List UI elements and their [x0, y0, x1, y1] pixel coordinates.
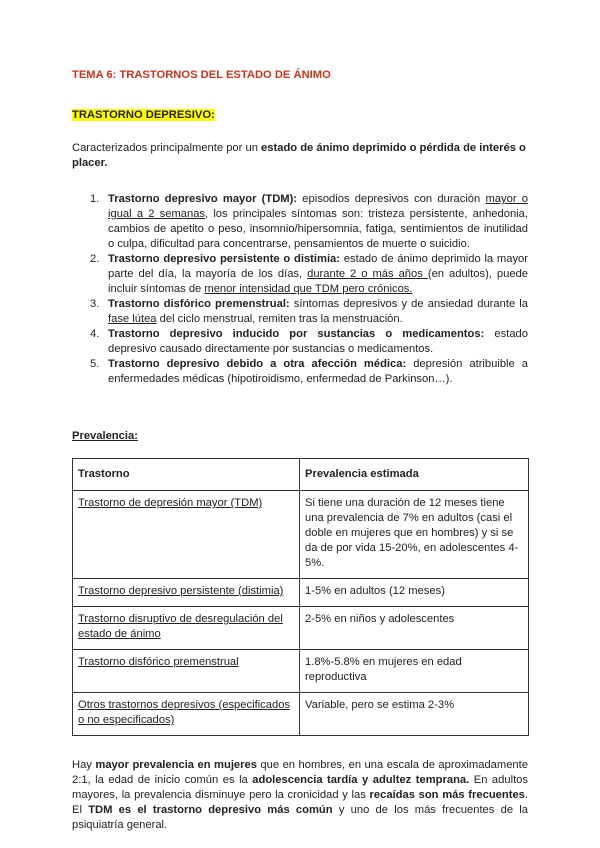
disorder-cell-text: Trastorno depresivo persistente (distimia) [78, 585, 284, 597]
table-cell: 1-5% en adultos (12 meses) [300, 579, 529, 607]
closing-bold-text: adolescencia tardía y adultez temprana. [252, 774, 470, 786]
item-text: del ciclo menstrual, remiten tras la menstruación. [156, 313, 403, 325]
underlined-text: durante 2 o más años [307, 268, 428, 280]
disorder-cell-text: Otros trastornos depresivos (especificados o no especificados) [78, 699, 291, 726]
disorder-cell-text: Trastorno disfórico premenstrual [78, 656, 239, 668]
item-text: depresión atribuible a enfermedades médicas (hipotiroidismo, enfermedad de Parkinson…). [108, 358, 528, 385]
list-item-tdm [90, 192, 528, 252]
intro-bold-text: estado de ánimo deprimido o pérdida de interés o placer. [72, 142, 526, 169]
disorder-name: Trastorno depresivo persistente o distimia: [108, 253, 341, 265]
closing-text: En adultos mayores, la prevalencia disminuye pero la cronicidad y las [72, 774, 528, 801]
list-number: 3. [90, 298, 100, 310]
table-row [73, 650, 529, 693]
table-row [73, 693, 529, 736]
closing-text: y uno de los más frecuentes de la psiquiatría general. [72, 804, 528, 831]
item-text: , los principales síntomas son: tristeza persistente, anhedonia, cambios de apetito o peso, insomnio/hipersomnia, fatiga, sentimientos de inutilidad o culpa, dificultad para concentrarse, pensamientos de muerte o suicidio. [108, 208, 528, 250]
underlined-text: menor intensidad que TDM pero crónicos. [204, 283, 413, 295]
column-header: Trastorno [73, 459, 300, 491]
closing-bold-text: recaídas son más frecuentes [369, 789, 525, 801]
table-cell: Variable, pero se estima 2-3% [300, 693, 529, 736]
page-title: TEMA 6: TRASTORNOS DEL ESTADO DE ÁNIMO [72, 69, 331, 81]
disorder-cell-text: Trastorno de depresión mayor (TDM) [78, 497, 263, 509]
list-number: 2. [90, 253, 100, 265]
column-header: Prevalencia estimada [300, 459, 529, 491]
list-item-disforico [90, 297, 528, 327]
table-cell: Si tiene una duración de 12 meses tiene una prevalencia de 7% en adultos (casi el doble en mujeres que en hombres) y si se da de por vida 15-20%, en adolescentes 4-5%. [300, 491, 529, 579]
closing-paragraph [72, 758, 528, 833]
underlined-text: fase lútea [108, 313, 157, 325]
table-cell [73, 650, 300, 693]
list-number: 1. [90, 193, 100, 205]
list-number: 5. [90, 358, 100, 370]
table-cell: 2-5% en niños y adolescentes [300, 607, 529, 650]
disorder-name: Trastorno disfórico premenstrual: [108, 298, 290, 310]
prevalence-title: Prevalencia: [72, 430, 138, 442]
prevalence-table [72, 458, 529, 736]
table-row [73, 491, 529, 579]
table-row [73, 607, 529, 650]
table-cell [73, 607, 300, 650]
list-item-afeccion-medica [90, 357, 528, 387]
closing-text: . El [72, 789, 528, 816]
table-cell [73, 693, 300, 736]
item-text: síntomas depresivos y de ansiedad durante la [289, 298, 528, 310]
item-text: estado depresivo causado directamente por sustancias o medicamentos. [108, 328, 528, 355]
document-page [72, 68, 528, 833]
list-item-distimia [90, 252, 529, 297]
disorder-name: Trastorno depresivo debido a otra afección médica: [108, 358, 407, 370]
item-text: estado de ánimo deprimido la mayor parte del día, la mayoría de los días, [108, 253, 528, 280]
intro-text: Caracterizados principalmente por un [72, 142, 262, 154]
item-text: (en adultos), puede incluir síntomas de [108, 268, 529, 295]
table-cell [73, 579, 300, 607]
closing-text: que en hombres, en una escala de aproximadamente 2:1, la edad de inicio común es la [72, 759, 528, 786]
highlighted-section-title: TRASTORNO DEPRESIVO: [72, 109, 215, 121]
disorder-types-list [72, 192, 528, 387]
table-header-row [73, 459, 529, 491]
intro-paragraph [72, 141, 528, 171]
item-text: episodios depresivos con duración [297, 193, 486, 205]
closing-bold-text: mayor prevalencia en mujeres [95, 759, 257, 771]
list-item-sustancias [90, 327, 528, 357]
table-cell [73, 491, 300, 579]
disorder-name: Trastorno depresivo inducido por sustancias o medicamentos: [108, 328, 485, 340]
table-row [73, 579, 529, 607]
disorder-name: Trastorno depresivo mayor (TDM): [108, 193, 298, 205]
table-cell: 1.8%-5.8% en mujeres en edad reproductiva [300, 650, 529, 693]
disorder-cell-text: Trastorno disruptivo de desregulación del estado de ánimo [78, 613, 283, 640]
closing-text: Hay [72, 759, 96, 771]
underlined-text: mayor o igual a 2 semanas [108, 193, 528, 220]
closing-bold-text: TDM es el trastorno depresivo más común [88, 804, 333, 816]
section-title [72, 108, 528, 123]
list-number: 4. [90, 328, 100, 340]
